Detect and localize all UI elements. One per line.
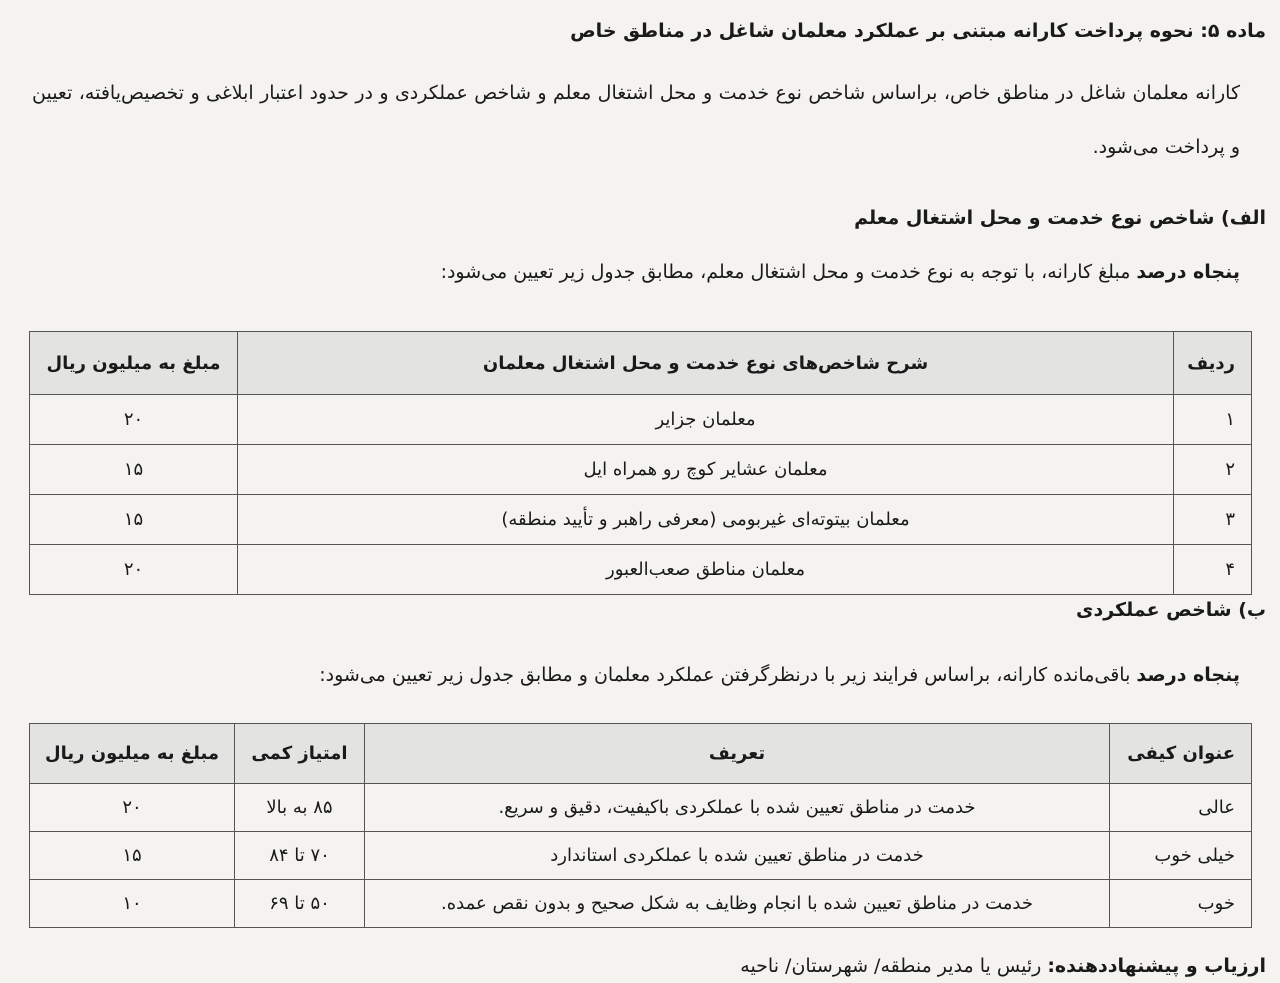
table-row bbox=[30, 395, 1252, 445]
section-b-intro bbox=[319, 660, 1240, 690]
header-quality-title: عنوان کیفی bbox=[1110, 724, 1252, 784]
header-description: شرح شاخص‌های نوع خدمت و محل اشتغال معلمان bbox=[238, 332, 1174, 395]
table-performance bbox=[29, 723, 1252, 928]
cell-score: ۸۵ به بالا bbox=[235, 784, 365, 832]
evaluator-value: رئیس یا مدیر منطقه/ شهرستان/ ناحیه bbox=[740, 955, 1048, 977]
table-row bbox=[30, 445, 1252, 495]
evaluator-label: ارزیاب و پیشنهاددهنده: bbox=[1047, 955, 1266, 977]
section-a-intro bbox=[441, 257, 1240, 287]
cell-description: معلمان عشایر کوچ رو همراه ایل bbox=[238, 445, 1174, 495]
section-a-title: الف) شاخص نوع خدمت و محل اشتغال معلم bbox=[854, 207, 1266, 229]
cell-definition: خدمت در مناطق تعیین شده با عملکردی استاندارد bbox=[365, 832, 1110, 880]
cell-amount: ۲۰ bbox=[30, 545, 238, 595]
table-row bbox=[30, 495, 1252, 545]
section-b-intro-bold: پنجاه درصد bbox=[1136, 664, 1240, 686]
cell-row-number: ۲ bbox=[1174, 445, 1252, 495]
cell-score: ۵۰ تا ۶۹ bbox=[235, 880, 365, 928]
header-definition: تعریف bbox=[365, 724, 1110, 784]
evaluator-line bbox=[740, 951, 1266, 981]
article-title: ماده ۵: نحوه پرداخت کارانه مبتنی بر عملکرد معلمان شاغل در مناطق خاص bbox=[570, 20, 1266, 42]
cell-row-number: ۴ bbox=[1174, 545, 1252, 595]
section-a-intro-text: مبلغ کارانه، با توجه به نوع خدمت و محل اشتغال معلم، مطابق جدول زیر تعیین می‌شود: bbox=[440, 261, 1137, 283]
cell-amount: ۱۵ bbox=[30, 495, 238, 545]
cell-description: معلمان بیتوته‌ای غیربومی (معرفی راهبر و تأیید منطقه) bbox=[238, 495, 1174, 545]
section-b-intro-text: باقی‌مانده کارانه، براساس فرایند زیر با درنظرگرفتن عملکرد معلمان و مطابق جدول زیر تعیین می‌شود: bbox=[319, 664, 1137, 686]
cell-amount: ۲۰ bbox=[30, 784, 235, 832]
cell-amount: ۱۵ bbox=[30, 832, 235, 880]
cell-description: معلمان جزایر bbox=[238, 395, 1174, 445]
cell-row-number: ۱ bbox=[1174, 395, 1252, 445]
header-row-number: ردیف bbox=[1174, 332, 1252, 395]
cell-definition: خدمت در مناطق تعیین شده با عملکردی باکیفیت، دقیق و سریع. bbox=[365, 784, 1110, 832]
cell-quality-title: خوب bbox=[1110, 880, 1252, 928]
cell-quality-title: خیلی خوب bbox=[1110, 832, 1252, 880]
cell-definition: خدمت در مناطق تعیین شده با انجام وظایف به شکل صحیح و بدون نقص عمده. bbox=[365, 880, 1110, 928]
intro-paragraph: کارانه معلمان شاغل در مناطق خاص، براساس شاخص نوع خدمت و محل اشتغال معلم و شاخص عملکردی و در حدود اعتبار ابلاغی و تخصیص‌یافته، تعیین و پرداخت می‌شود. bbox=[32, 82, 1240, 158]
table-row bbox=[30, 832, 1252, 880]
table-row bbox=[30, 880, 1252, 928]
cell-score: ۷۰ تا ۸۴ bbox=[235, 832, 365, 880]
table-row bbox=[30, 784, 1252, 832]
section-a-intro-bold: پنجاه درصد bbox=[1136, 261, 1240, 283]
cell-row-number: ۳ bbox=[1174, 495, 1252, 545]
cell-amount: ۱۵ bbox=[30, 445, 238, 495]
header-amount: مبلغ به میلیون ریال bbox=[30, 724, 235, 784]
cell-amount: ۲۰ bbox=[30, 395, 238, 445]
cell-amount: ۱۰ bbox=[30, 880, 235, 928]
table-row bbox=[30, 545, 1252, 595]
header-score: امتیاز کمی bbox=[235, 724, 365, 784]
section-b-title: ب) شاخص عملکردی bbox=[1076, 599, 1266, 621]
header-amount: مبلغ به میلیون ریال bbox=[30, 332, 238, 395]
cell-description: معلمان مناطق صعب‌العبور bbox=[238, 545, 1174, 595]
table-header-row bbox=[30, 332, 1252, 395]
table-header-row bbox=[30, 724, 1252, 784]
table-service-type bbox=[29, 331, 1252, 595]
cell-quality-title: عالی bbox=[1110, 784, 1252, 832]
